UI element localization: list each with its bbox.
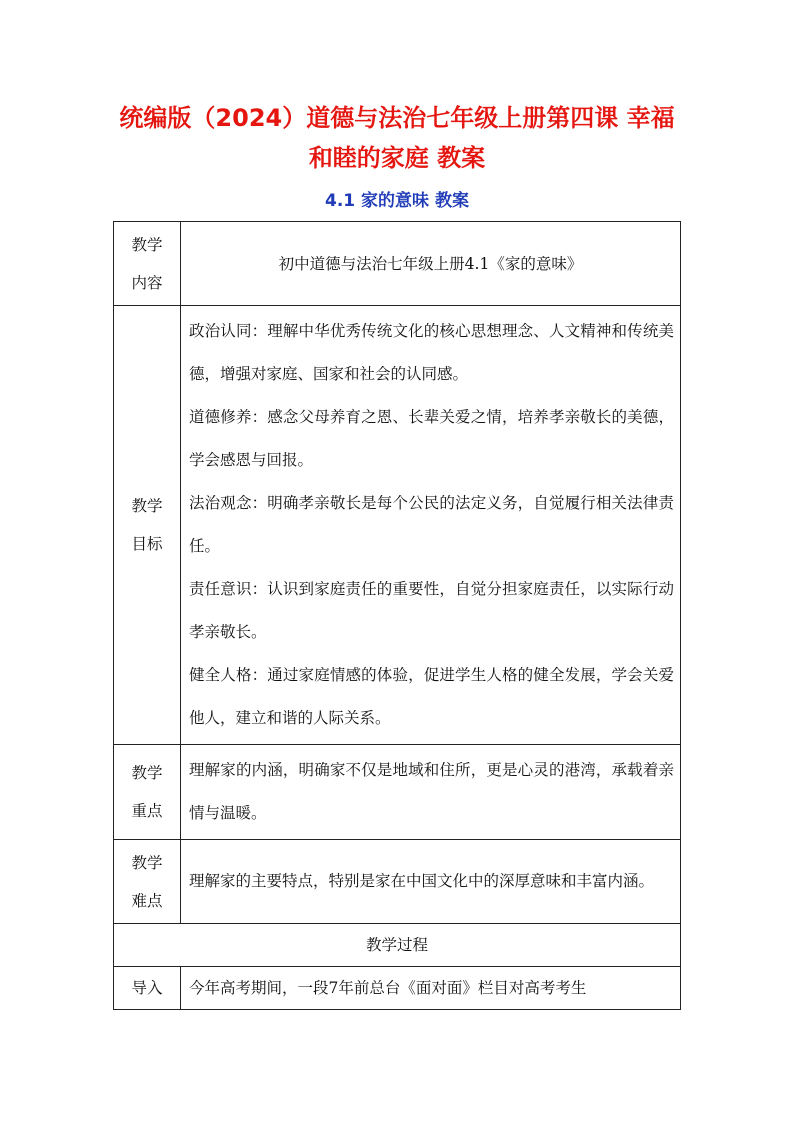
label-teaching-difficulties <box>114 840 181 924</box>
document-title-line2: 和睦的家庭 教案 <box>308 144 486 172</box>
row-introduction <box>114 967 681 1010</box>
label-line: 内容 <box>131 273 163 292</box>
goal-political-identity: 政治认同：理解中华优秀传统文化的核心思想理念、人文精神和传统美德，增强对家庭、国家和社会的认同感。 <box>189 322 674 383</box>
teaching-content-text: 初中道德与法治七年级上册4.1《家的意味》 <box>181 222 681 306</box>
label-line: 教学 <box>131 853 163 872</box>
row-teaching-keypoints <box>114 745 681 840</box>
label-introduction: 导入 <box>114 967 181 1010</box>
teaching-process-header: 教学过程 <box>114 924 681 967</box>
teaching-goals-list <box>181 306 681 745</box>
row-teaching-difficulties <box>114 840 681 924</box>
label-teaching-goals <box>114 306 181 745</box>
label-line: 教学 <box>131 497 163 515</box>
lesson-subtitle: 4.1 家的意味 教案 <box>325 191 469 211</box>
row-teaching-process-header <box>114 924 681 967</box>
goal-moral-cultivation: 道德修养：感念父母养育之恩、长辈关爱之情，培养孝亲敬长的美德，学会感恩与回报。 <box>189 408 674 469</box>
label-line: 目标 <box>131 535 163 553</box>
row-teaching-goals <box>114 306 681 745</box>
introduction-text: 今年高考期间，一段7年前总台《面对面》栏目对高考考生 <box>181 967 681 1010</box>
row-teaching-content <box>114 222 681 306</box>
goal-responsibility: 责任意识：认识到家庭责任的重要性，自觉分担家庭责任，以实际行动孝亲敬长。 <box>189 580 674 641</box>
label-line: 教学 <box>131 764 163 782</box>
lesson-plan-table <box>113 221 681 1010</box>
goal-sound-personality: 健全人格：通过家庭情感的体验，促进学生人格的健全发展，学会关爱他人，建立和谐的人际关系。 <box>189 666 674 727</box>
label-teaching-keypoints <box>114 745 181 840</box>
goal-rule-of-law: 法治观念：明确孝亲敬长是每个公民的法定义务，自觉履行相关法律责任。 <box>189 494 674 555</box>
teaching-keypoints-text: 理解家的内涵，明确家不仅是地域和住所，更是心灵的港湾，承载着亲情与温暖。 <box>181 745 681 840</box>
label-line: 难点 <box>131 891 163 910</box>
label-teaching-content <box>114 222 181 306</box>
label-line: 重点 <box>131 802 163 820</box>
teaching-difficulties-text: 理解家的主要特点，特别是家在中国文化中的深厚意味和丰富内涵。 <box>181 840 681 924</box>
label-line: 教学 <box>131 235 163 254</box>
document-title-line1: 统编版（2024）道德与法治七年级上册第四课 幸福 <box>119 104 675 132</box>
